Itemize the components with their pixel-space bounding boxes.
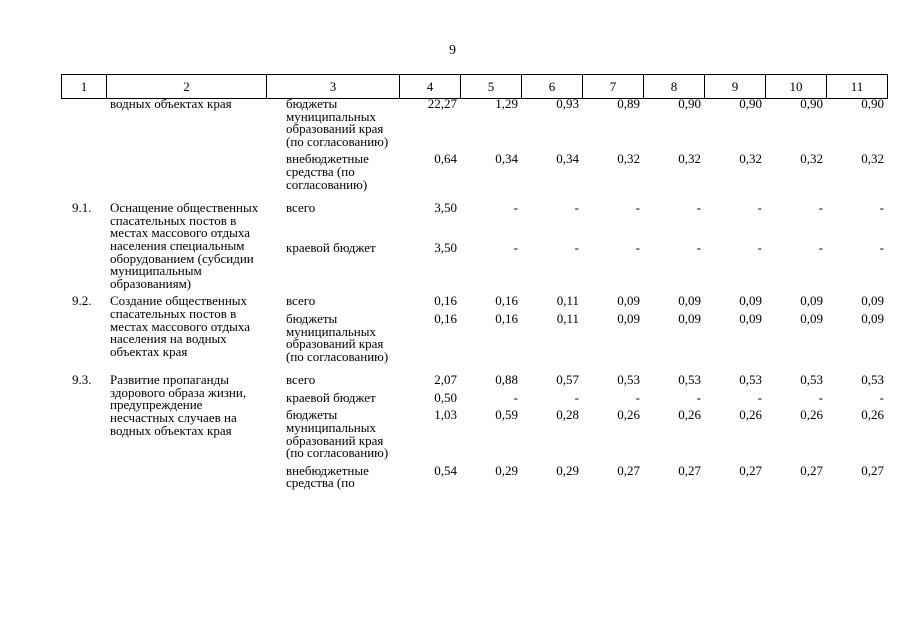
value-cell: 0,29	[556, 462, 579, 478]
value-cell: -	[757, 389, 762, 405]
value-cell: 0,89	[617, 96, 640, 111]
value-cell: 0,09	[800, 293, 823, 309]
value-cell: 2,07	[434, 372, 457, 388]
value-cell: 0,26	[861, 407, 884, 423]
value-cell: 0,09	[739, 293, 762, 309]
value-cell: -	[818, 200, 823, 216]
value-cell: 0,93	[556, 96, 579, 111]
value-cell: -	[635, 389, 640, 405]
value-cell: 1,03	[434, 407, 457, 423]
value-cell: 0,27	[617, 462, 640, 478]
value-cell: -	[635, 200, 640, 216]
funding-source: бюджеты муниципальных образований края (по согласованию)	[286, 96, 389, 149]
value-cell: -	[635, 239, 640, 255]
value-cell: 1,29	[495, 96, 518, 111]
value-cell: 0,09	[800, 310, 823, 326]
header-cell: 9	[705, 75, 766, 99]
funding-source: бюджеты муниципальных образований края (по согласованию)	[286, 407, 389, 461]
value-cell: 0,90	[800, 96, 823, 111]
value-cell: 0,32	[678, 151, 701, 167]
value-cell: 0,11	[556, 310, 579, 326]
value-cell: 0,34	[495, 151, 518, 167]
value-cell: 0,53	[861, 372, 884, 388]
value-cell: -	[513, 200, 518, 216]
value-cell: 0,16	[495, 310, 518, 326]
value-cell: -	[696, 389, 701, 405]
value-cell: -	[757, 239, 762, 255]
value-cell: 0,09	[617, 310, 640, 326]
value-cell: 0,27	[861, 462, 884, 478]
value-cell: 0,29	[495, 462, 518, 478]
value-cell: 0,28	[556, 407, 579, 423]
value-cell: 0,16	[434, 310, 457, 326]
value-cell: 0,32	[617, 151, 640, 167]
value-cell: 0,27	[678, 462, 701, 478]
value-cell: 0,90	[678, 96, 701, 111]
row-number: 9.2.	[72, 293, 92, 309]
value-cell: 0,26	[739, 407, 762, 423]
funding-source: краевой бюджет	[286, 389, 376, 405]
funding-source: внебюджетные средства (по	[286, 462, 369, 491]
header-cell: 3	[267, 75, 400, 99]
value-cell: -	[574, 239, 579, 255]
funding-source: всего	[286, 293, 316, 309]
value-cell: 0,54	[434, 462, 457, 478]
value-cell: 0,16	[434, 293, 457, 309]
value-cell: 0,59	[495, 407, 518, 423]
row-number: 9.1.	[72, 200, 92, 216]
funding-source: бюджеты муниципальных образований края (по согласованию)	[286, 310, 389, 364]
value-cell: 0,16	[495, 293, 518, 309]
header-cell: 11	[827, 75, 888, 99]
value-cell: 0,32	[800, 151, 823, 167]
value-cell: 0,27	[800, 462, 823, 478]
value-cell: 0,50	[434, 389, 457, 405]
header-cell: 6	[522, 75, 583, 99]
table-row	[61, 202, 887, 242]
value-cell: -	[879, 200, 884, 216]
value-cell: -	[696, 239, 701, 255]
value-cell: 0,64	[434, 151, 457, 167]
funding-source: всего	[286, 200, 316, 216]
value-cell: 0,26	[617, 407, 640, 423]
table-row	[61, 98, 887, 153]
value-cell: 0,09	[861, 310, 884, 326]
value-cell: -	[513, 239, 518, 255]
value-cell: -	[879, 239, 884, 255]
value-cell: 0,09	[861, 293, 884, 309]
value-cell: 0,26	[678, 407, 701, 423]
value-cell: -	[818, 239, 823, 255]
value-cell: 22,27	[427, 96, 457, 111]
value-cell: 0,26	[800, 407, 823, 423]
value-cell: -	[696, 200, 701, 216]
value-cell: 0,09	[678, 310, 701, 326]
value-cell: 0,53	[800, 372, 823, 388]
value-cell: 0,32	[861, 151, 884, 167]
header-cell: 8	[644, 75, 705, 99]
row-name: Создание общественных спасательных постов в местах массового отдыха населения на водных объектах края	[110, 293, 250, 359]
header-row	[62, 75, 888, 99]
value-cell: 0,34	[556, 151, 579, 167]
header-cell: 5	[461, 75, 522, 99]
row-name: водных объектах края	[110, 96, 232, 111]
value-cell: -	[879, 389, 884, 405]
value-cell: -	[818, 389, 823, 405]
value-cell: 3,50	[434, 239, 457, 255]
funding-source: внебюджетные средства (по согласованию)	[286, 151, 369, 192]
row-number: 9.3.	[72, 372, 92, 388]
page-number: 9	[449, 43, 456, 58]
value-cell: 0,88	[495, 372, 518, 388]
value-cell: 0,09	[739, 310, 762, 326]
value-cell: 0,53	[678, 372, 701, 388]
data-table	[61, 98, 887, 495]
header-cell: 7	[583, 75, 644, 99]
funding-source: краевой бюджет	[286, 239, 376, 255]
value-cell: 0,11	[556, 293, 579, 309]
value-cell: 0,09	[678, 293, 701, 309]
row-name: Оснащение общественных спасательных постов в местах массового отдыха населения специальным оборудованием (субсидии муниципальным образованиям)	[110, 200, 259, 291]
value-cell: 0,90	[739, 96, 762, 111]
value-cell: 0,53	[739, 372, 762, 388]
value-cell: -	[513, 389, 518, 405]
value-cell: 0,27	[739, 462, 762, 478]
value-cell: -	[757, 200, 762, 216]
table-row	[61, 374, 887, 392]
value-cell: 0,53	[617, 372, 640, 388]
row-name: Развитие пропаганды здорового образа жизни, предупреждение несчастных случаев на водных объектах края	[110, 372, 247, 438]
table-body	[61, 98, 887, 495]
table-row	[61, 295, 887, 313]
header-cell: 1	[62, 75, 107, 99]
value-cell: -	[574, 200, 579, 216]
value-cell: 0,90	[861, 96, 884, 111]
value-cell: 0,57	[556, 372, 579, 388]
value-cell: 0,09	[617, 293, 640, 309]
header-cell: 2	[107, 75, 267, 99]
value-cell: 3,50	[434, 200, 457, 216]
header-cell: 4	[400, 75, 461, 99]
header-cell: 10	[766, 75, 827, 99]
funding-source: всего	[286, 372, 316, 388]
row-number	[61, 98, 106, 202]
value-cell: -	[574, 389, 579, 405]
value-cell: 0,32	[739, 151, 762, 167]
